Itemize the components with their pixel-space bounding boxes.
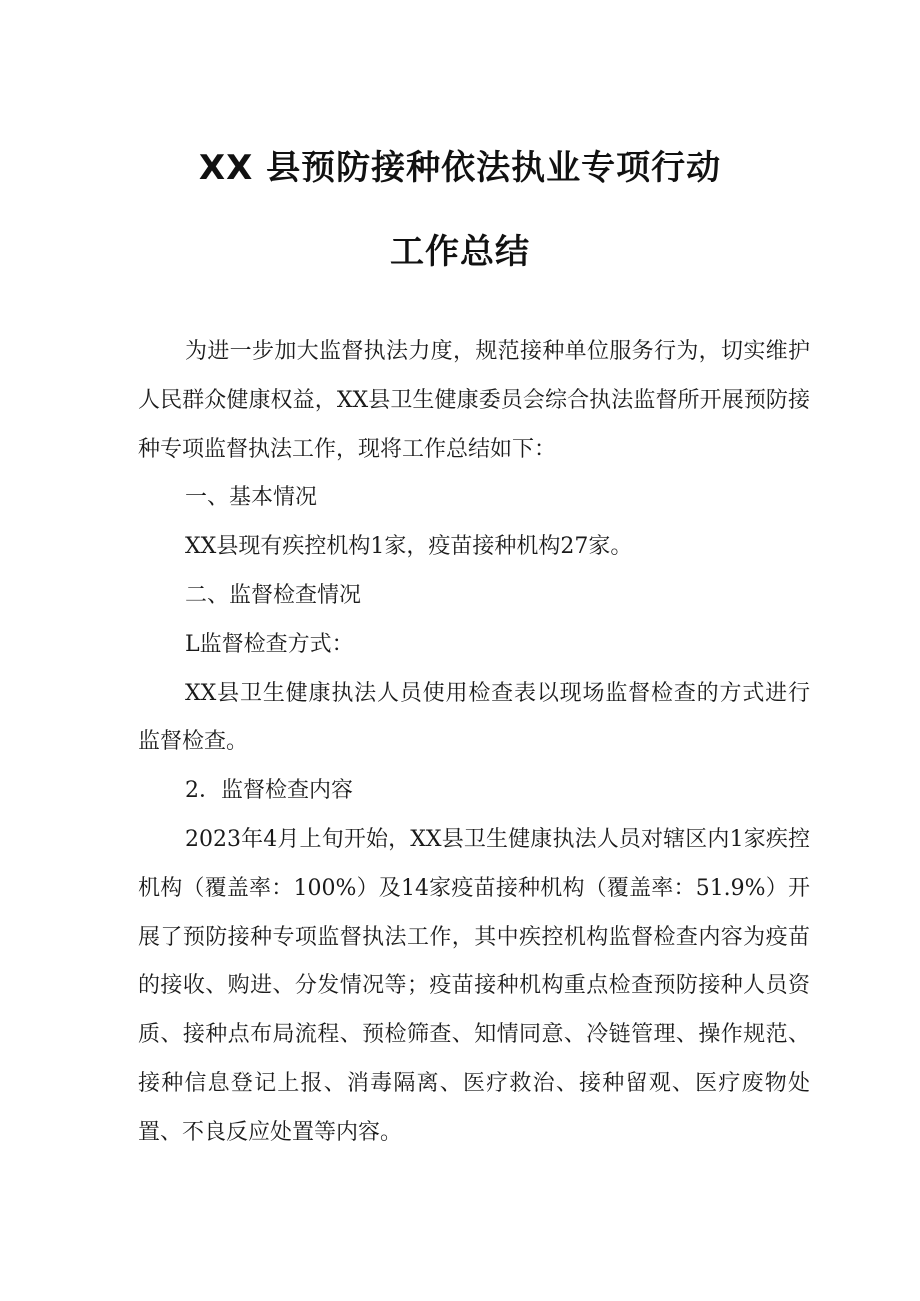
subsection2-paragraph: 2023年4月上旬开始，XX县卫生健康执法人员对辖区内1家疾控机构（覆盖率：100%）及14家疫苗接种机构（覆盖率：51.9%）开展了预防接种专项监督执法工作，其中疾控机构监督检查内容为疫苗的接收、购进、分发情况等；疫苗接种机构重点检查预防接种人员资质、接种点布局流程、预检筛查、知情同意、冷链管理、操作规范、接种信息登记上报、消毒隔离、医疗救治、接种留观、医疗废物处置、不良反应处置等内容。 bbox=[138, 826, 810, 1145]
subsection2-heading: 2．监督检查内容 bbox=[185, 778, 353, 804]
subsection1-paragraph: XX县卫生健康执法人员使用检查表以现场监督检查的方式进行监督检查。 bbox=[138, 680, 810, 755]
subsection1-heading: L监督检查方式： bbox=[185, 631, 354, 657]
section1-paragraph: XX县现有疾控机构1家，疫苗接种机构27家。 bbox=[185, 534, 633, 560]
section2-heading: 二、监督检查情况 bbox=[185, 582, 362, 608]
document-body bbox=[138, 328, 810, 1158]
document-title-line2: 工作总结 bbox=[390, 232, 530, 272]
intro-paragraph: 为进一步加大监督执法力度，规范接种单位服务行为，切实维护人民群众健康权益，XX县卫生健康委员会综合执法监督所开展预防接种专项监督执法工作，现将工作总结如下： bbox=[138, 339, 810, 462]
document-title-line1: XX 县预防接种依法执业专项行动 bbox=[198, 148, 722, 188]
section1-heading: 一、基本情况 bbox=[185, 485, 318, 511]
